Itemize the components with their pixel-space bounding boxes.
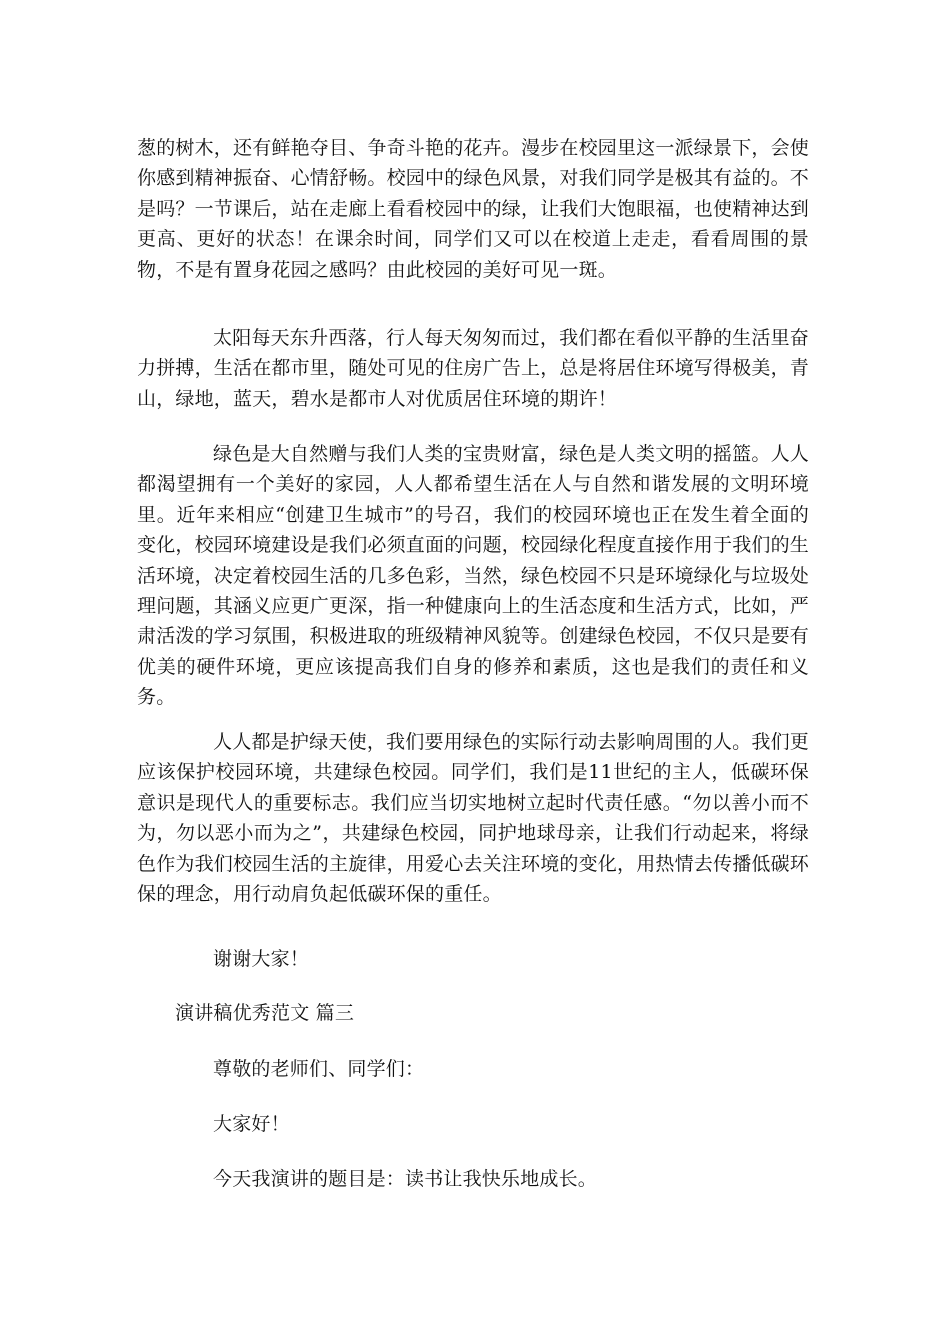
paragraph-campus-scenery: 葱的树木，还有鲜艳夺目、争奇斗艳的花卉。漫步在校园里这一派绿景下，会使你感到精神振奋、心情舒畅。校园中的绿色风景，对我们同学是极其有益的。不是吗？一节课后，站在走廊上看看校园中的绿，让我们大饱眼福，也使精神达到更高、更好的状态！在课余时间，同学们又可以在校道上走走，看看周围的景物，不是有置身花园之感吗？由此校园的美好可见一斑。 bbox=[137, 137, 810, 281]
paragraph-green-guardians: 人人都是护绿天使，我们要用绿色的实际行动去影响周围的人。我们更应该保护校园环境，共建绿色校园。同学们，我们是11世纪的主人，低碳环保意识是现代人的重要标志。我们应当切实地树立起时代责任感。“勿以善小而不为，勿以恶小而为之”，共建绿色校园，同护地球母亲，让我们行动起来，将绿色作为我们校园生活的主旋律，用爱心去关注环境的变化，用热情去传播低碳环保的理念，用行动肩负起低碳环保的重任。 bbox=[137, 731, 810, 906]
section-heading: 演讲稿优秀范文 篇三 bbox=[175, 1002, 355, 1024]
greeting: 大家好！ bbox=[213, 1113, 290, 1135]
closing-thanks: 谢谢大家！ bbox=[213, 948, 310, 970]
topic-line: 今天我演讲的题目是：读书让我快乐地成长。 bbox=[213, 1168, 598, 1190]
salutation: 尊敬的老师们、同学们： bbox=[213, 1058, 425, 1080]
paragraph-green-wealth: 绿色是大自然赠与我们人类的宝贵财富，绿色是人类文明的摇篮。人人都渴望拥有一个美好的家园，人人都希望生活在人与自然和谐发展的文明环境里。近年来相应“创建卫生城市”的号召，我们的校园环境也正在发生着全面的变化，校园环境建设是我们必须直面的问题，校园绿化程度直接作用于我们的生活环境，决定着校园生活的几多色彩，当然，绿色校园不只是环境绿化与垃圾处理问题，其涵义应更广更深，指一种健康向上的生活态度和生活方式，比如，严肃活泼的学习氛围，积极进取的班级精神风貌等。创建绿色校园，不仅只是要有优美的硬件环境，更应该提高我们自身的修养和素质，这也是我们的责任和义务。 bbox=[137, 443, 810, 709]
paragraph-city-life: 太阳每天东升西落，行人每天匆匆而过，我们都在看似平静的生活里奋力拼搏，生活在都市里，随处可见的住房广告上，总是将居住环境写得极美，青山，绿地，蓝天，碧水是都市人对优质居住环境的期许！ bbox=[137, 327, 810, 410]
